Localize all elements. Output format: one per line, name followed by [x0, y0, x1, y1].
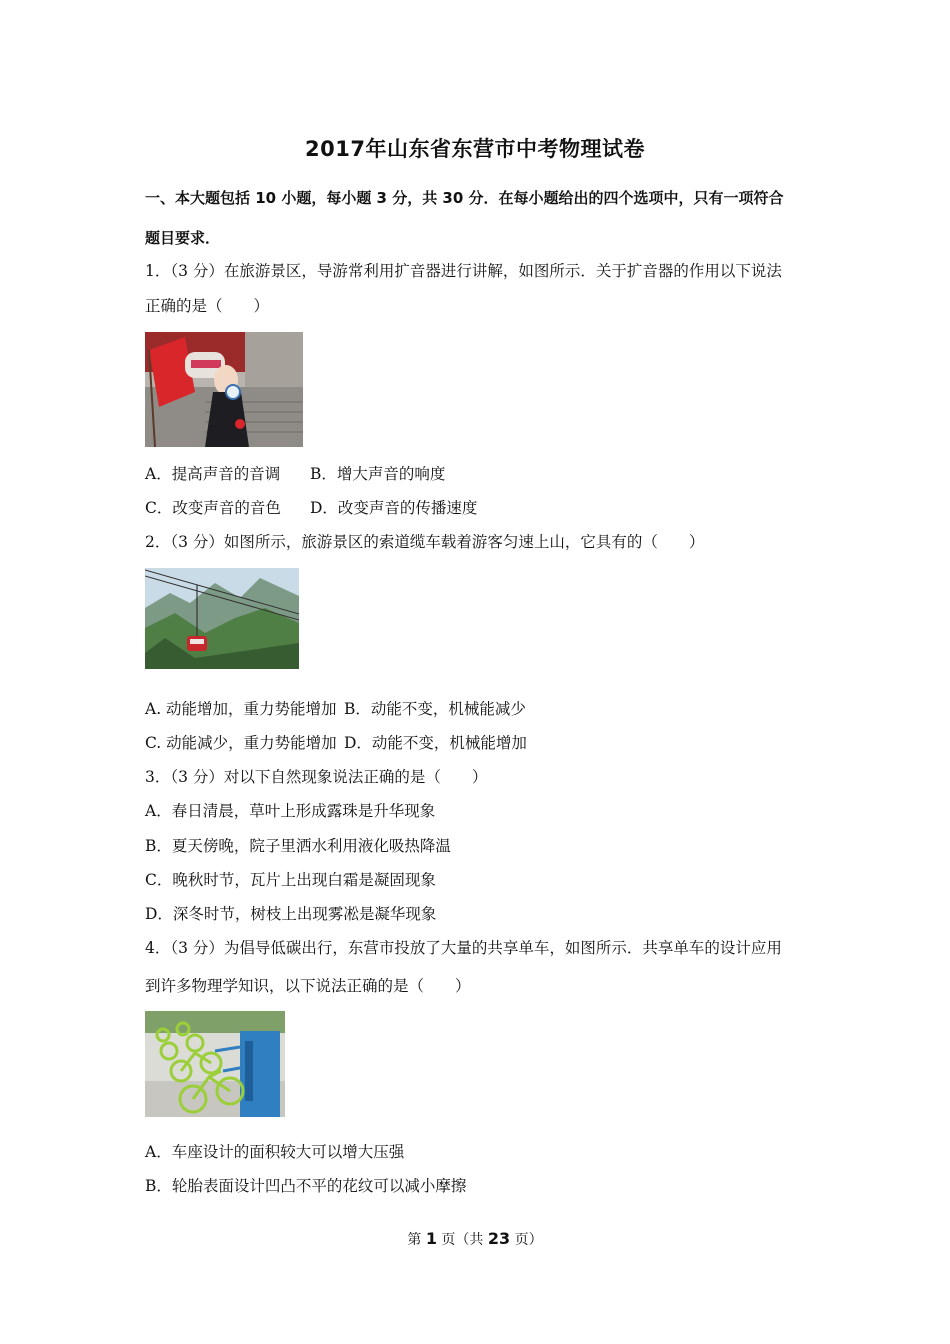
page-footer — [0, 1229, 950, 1249]
question-1-stem-line-2: 正确的是（ ） — [145, 297, 270, 315]
footer-total-pages: 23 — [487, 1229, 511, 1248]
footer-suffix: 页） — [510, 1232, 543, 1248]
section-heading-line-2: 题目要求． — [145, 229, 221, 247]
footer-middle: 页（共 — [436, 1232, 488, 1248]
question-4-option-a: A．车座设计的面积较大可以增大压强 — [145, 1143, 405, 1161]
footer-page-number: 1 — [425, 1229, 437, 1248]
question-4-option-b: B．轮胎表面设计凹凸不平的花纹可以减小摩擦 — [145, 1177, 467, 1195]
section-heading-line-1: 一、本大题包括 10 小题，每小题 3 分，共 30 分．在每小题给出的四个选项中，只有一项符合 — [145, 189, 784, 207]
question-2-option-a: A. 动能增加，重力势能增加 — [145, 700, 337, 718]
question-2-option-d: D．动能不变，机械能增加 — [344, 734, 527, 752]
question-4-stem-line-2: 到许多物理学知识，以下说法正确的是（ ） — [145, 977, 471, 995]
question-3-stem-line-1: 3．（3 分）对以下自然现象说法正确的是（ ） — [145, 768, 488, 786]
question-3-option-a: A．春日清晨，草叶上形成露珠是升华现象 — [145, 802, 436, 820]
question-1-stem-line-1: 1．（3 分）在旅游景区，导游常利用扩音器进行讲解，如图所示．关于扩音器的作用以下说法 — [145, 262, 782, 280]
question-2-stem-line-1: 2．（3 分）如图所示，旅游景区的索道缆车载着游客匀速上山，它具有的（ ） — [145, 533, 705, 551]
cable-car-mountain-photo — [145, 568, 299, 669]
question-3-option-c: C．晚秋时节，瓦片上出现白霜是凝固现象 — [145, 871, 436, 889]
question-4-stem-line-1: 4．（3 分）为倡导低碳出行，东营市投放了大量的共享单车，如图所示．共享单车的设计应用 — [145, 939, 782, 957]
question-3-option-d: D．深冬时节，树枝上出现雾凇是凝华现象 — [145, 905, 437, 923]
question-1-option-d: D．改变声音的传播速度 — [310, 499, 478, 517]
question-1-option-a: A．提高声音的音调 — [145, 465, 281, 483]
shared-bicycles-photo — [145, 1011, 285, 1117]
footer-prefix: 第 — [407, 1232, 426, 1248]
question-1-option-c: C．改变声音的音色 — [145, 499, 281, 517]
page-title: 2017年山东省东营市中考物理试卷 — [305, 137, 645, 161]
question-2-option-c: C. 动能减少，重力势能增加 — [145, 734, 337, 752]
question-2-option-b: B．动能不变，机械能减少 — [344, 700, 526, 718]
question-1-option-b: B．增大声音的响度 — [310, 465, 446, 483]
tour-guide-megaphone-photo — [145, 332, 303, 447]
question-3-option-b: B．夏天傍晚，院子里洒水利用液化吸热降温 — [145, 837, 451, 855]
